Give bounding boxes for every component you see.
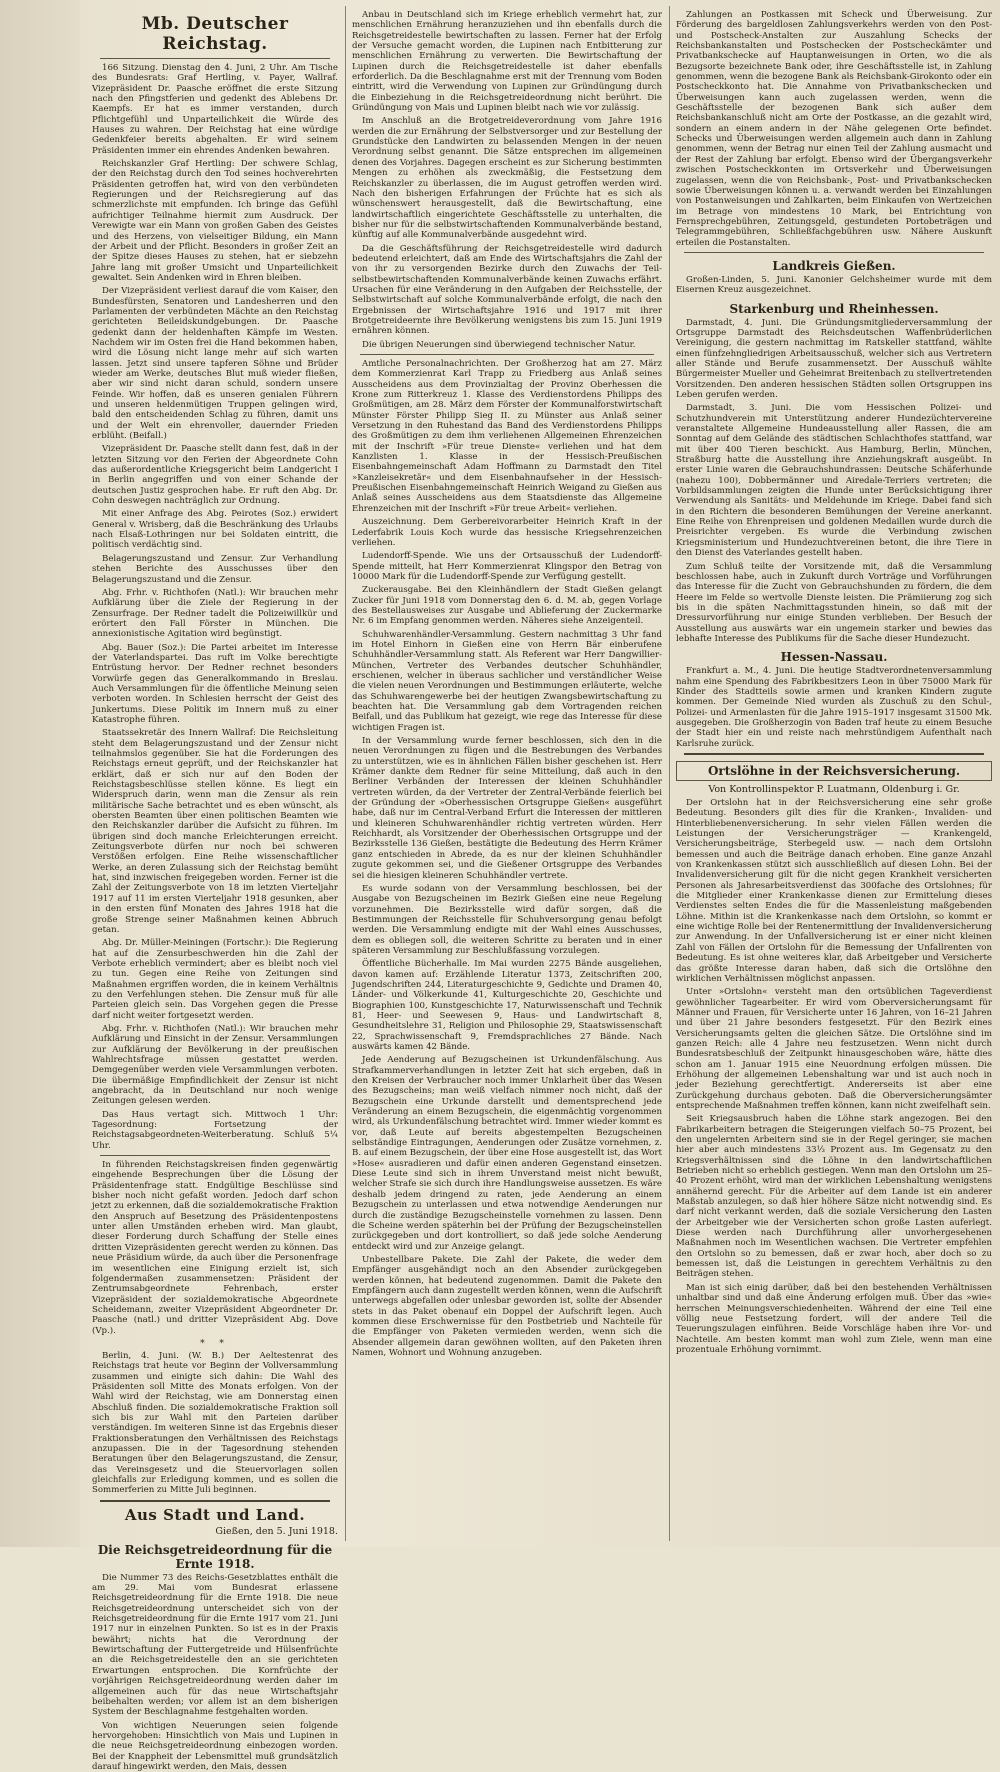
column-left [92, 10, 338, 1772]
article-paragraph: Im Anschluß an die Brotgetreideverordnung vom Jahre 1916 werden die zur Ernährung der Selbstversorger und zur Bestellung der Grundstücke den Landwirten zu belassenden Mengen in der neuen Verordnung selbst genannt. Die Sätze entsprechen im allgemeinen denen des Vorjahres. Dagegen erscheint es zur Sicherung bestimmten Mengen zu erhöhen als zweckmäßig, die Festsetzung dem Reichskanzler zu überlassen, die im August getroffen werden wird. Nach den bisherigen Erfahrungen der Früchte hat es sich als wünschenswert herausgestellt, daß die Bewirtschaftung, eine landwirtschaftlich eingerichtete Geschäftsstelle zu unterhalten, die bisher nur für die selbstwirtschaftenden Kommunalverbände bestand, künftig auf alle Kommunalverbände ausgedehnt wird. [352, 116, 662, 241]
article-paragraph: Die übrigen Neuerungen sind überwiegend technischer Natur. [362, 339, 636, 350]
article-paragraph: Die Nummer 73 des Reichs-Gesetzblattes enthält die am 29. Mai vom Bundesrat erlassene Reichsgetreideordnung für die Ernte 1918. Die neue Reichsgetreideordnung unterscheidet sich von der Reichsgetreideordnung für die Ernte 1917 vom 21. Juni 1917 nur in einzelnen Punkten. So ist es in der Praxis bewährt; nichts hat die Verordnung der Bewirtschaftung der Futtergetreide und Hülsenfrüchte an die Reichsgetreidestelle den an sie gerichteten Erwartungen entsprochen. Die Kornfrüchte der vorjährigen Reichsgetreideordnung werden daher im allgemeinen auch für das neue Wirtschaftsjahr beibehalten werden; vor allem ist an dem bisherigen System der Beschlagnahme festgehalten worden. [92, 1572, 338, 1718]
article-paragraph: Abg. Frhr. v. Richthofen (Natl.): Wir brauchen mehr Aufklärung über die Ziele der Regierung in der Zensurfrage. Der Redner tadelt die Polizeiwillkür und erörtert den Fall Förster in München. Die annexionistische Agitation wird begünstigt. [92, 587, 338, 640]
divider [100, 1155, 330, 1156]
article-paragraph: In der Versammlung wurde ferner beschlossen, sich den in die neuen Verordnungen zu fügen und die Bestrebungen des Verbandes zu unterstützen, wie es in ähnlichen Fällen bisher geschehen ist. Herr Krämer dankte dem Redner für seine Mitteilung, daß auch in den Berliner Verbänden der Interessen der kleinen Schuhhändler vertreten würden, da der Vertreter der Zentral-Verbände feierlich bei der Gründung der »Oberhessischen Ortsgruppe Gießen« ausgeführt habe, daß nur im Central-Verband Erfurt die Interessen der mittleren und kleineren Schuhwarenhändler richtig vertreten würden. Herr Reichhardt, als Vorsitzender der Oberhessischen Ortsgruppe und der Bezirksstelle 136 Gießen, bestätigte die Bedeutung des Herrn Krämer ganz entschieden in Abrede, da es nur der kleinen Schuhhändler zugute gekommen sei, und die Gießener Ortsgruppe des Verbandes sei die hiesigen kleineren Schuhhändler vertrete. [352, 736, 662, 881]
article-paragraph: Von wichtigen Neuerungen seien folgende hervorgehoben: Hinsichtlich von Mais und Lupinen in die neue Reichsgetreideordnung einbezogen worden. Bei der Knappheit der Lebensmittel muß grundsätzlich darauf hingewirkt werden, den Mais, dessen [92, 1720, 338, 1772]
page-gutter [0, 0, 80, 1547]
article-paragraph: Darmstadt, 3. Juni. Die vom Hessischen Polizei- und Schutzhundverein mit Unterstützung anderer Hundezüchtervereine veranstaltete Allgemeine Hundeausstellung aller Rassen, die am Sonntag auf dem Gelände des städtischen Schlachthofes stattfand, war mit über 400 Tieren beschickt. Aus Hamburg, Berlin, München, Straßburg hatte die Ausstellung ihre Anziehungskraft ausgeübt. In erster Linie waren die Gebrauchshundrassen: Deutsche Schäferhunde (nahezu 100), Dobbermänner und Airedale-Terriers vertreten; die Vorbildsammlungen zeigten die Hunde unter Berücksichtigung ihrer Verwendung als Sanitäts- und Meldehunde im Kriege. Dabei fand sich in den Richtern die besonderen Bemühungen der Vereine anerkannt. Eine Reihe von Ehrenpreisen und goldenen Medaillen wurde durch die Preisrichter vergeben. Es wurde die Verbindung zwischen Kriegsministerium und Hundezuchtvereinen betont, die ihre Tiere in den Dienst des Vaterlandes gestellt haben. [676, 403, 992, 559]
section-subhead: Die Reichsgetreideordnung für die Ernte 1918. [97, 1542, 333, 1571]
article-paragraph: Abg. Frhr. v. Richthofen (Natl.): Wir brauchen mehr Aufklärung und Einsicht in der Zensur. Versammlungen zur Aufklärung der Bevölkerung in der preußischen Wahlrechtsfrage müssen gestattet werden. Demgegenüber werden viele Versammlungen verboten. Die übermäßige Empfindlichkeit der Zensur ist nicht angebracht, da in Deutschland nur noch wenige Zeitungen gelesen werden. [92, 1023, 338, 1107]
article-paragraph: Berlin, 4. Juni. (W. B.) Der Aeltestenrat des Reichstags trat heute vor Beginn der Vollversammlung zusammen und einigte sich dahin: Die Wahl des Präsidenten soll Mitte des Monats erfolgen. Von der Wahl wird der Reichstag, wie am Donnerstag einen Abschluß finden. Die sozialdemokratische Fraktion soll sich bis zur Wahl mit den Parteien darüber verständigen. Im weiteren Sinne ist das Ergebnis dieser Fraktionsberatungen den Verhältnissen des Reichstags anzupassen. Die in der Tagesordnung stehenden Beratungen über den Belagerungszustand, die Zensur, das Vereinsgesetz und die Steuervorlagen sollen gleichfalls zur Erledigung kommen, und es sollen die Sommerferien zu Mitte Juli beginnen. [92, 1350, 338, 1496]
divider [360, 354, 654, 355]
section-divider [684, 753, 984, 755]
starkenburg-heading: Starkenburg und Rheinhessen. [729, 301, 939, 316]
article-paragraph: Schuhwarenhändler-Versammlung. Gestern nachmittag 3 Uhr fand im Hotel Einhorn in Gießen eine von Herrn Bär einberufene Schuhhändler-Versammlung statt. Als Referent war Herr Dangwillier-München, Vertreter des Verbandes deutscher Schuhhändler, erschienen, welcher in überaus sachlicher und verständlicher Weise die vielen neuen Verordnungen und Bestimmungen erläuterte, welche das Schuhwarengewerbe bei der heutigen Zwangsbewirtschaftung zu beachten hat. Die Versammlung gab dem Vortragenden reichen Beifall, und das Publikum hat gezeigt, wie rege das Interesse für diese wichtigen Fragen ist. [352, 629, 662, 733]
article-paragraph: Unter »Ortslohn« versteht man den ortsüblichen Tageverdienst gewöhnlicher Tagearbeiter. Er wird vom Oberversicherungsamt für Männer und Frauen, für Versicherte unter 16 Jahren, von 16–21 Jahren und über 21 Jahre besonders festgesetzt. Für den Bezirk eines Versicherungsamts gelten die gleichen Sätze. Die Ortslöhne sind im ganzen Reich: alle 4 Jahre neu festzusetzen. Wenn nicht durch Bundesratsbeschluß der Zeitpunkt hinausgeschoben wäre, hätte dies schon am 1. Januar 1915 eine Neuordnung erfolgen müssen. Die Erhöhung der allgemeinen Lebenshaltung war und ist auch noch in jeder Beziehung gerechtfertigt. Andererseits ist aber eine Zurückgehung durchaus geboten. Daß die Oberversicherungsämter entsprechende Maßnahmen treffen können, kann nicht zweifelhaft sein. [676, 987, 992, 1111]
section-dateline: Gießen, den 5. Juni 1918. [215, 1525, 338, 1537]
article-paragraph: Zuckerausgabe. Bei den Kleinhändlern der Stadt Gießen gelangt Zucker für Juni 1918 vom Donnerstag den 6. d. M. ab, gegen Vorlage des Bestellausweises zur Ausgabe und Ablieferung der Zuckermarke Nr. 6 im Empfang genommen werden. Näheres siehe Anzeigenteil. [352, 585, 662, 627]
landkreis-heading: Landkreis Gießen. [772, 258, 896, 273]
reichstag-heading: Mb. Deutscher Reichstag. [141, 14, 289, 54]
article-paragraph: Anbau in Deutschland sich im Kriege erheblich vermehrt hat, zur menschlichen Ernährung heranzuziehen und ihn ebenfalls durch die Reichsgetreidestelle bewirtschaften zu lassen. Ferner hat der Erfolg der Versuche gemacht worden, die Lupinen nach Entbitterung zur menschlichen Ernährung zu verwerten. Die Bewirtschaftung der Lupinen durch die Reichsgetreidestelle ist daher ebenfalls erforderlich. Da die Beschlagnahme erst mit der Trennung vom Boden eintritt, wird die Verwendung von Lupinen zur Gründüngung durch die Einbeziehung in die Reichsgetreideordnung nicht berührt. Die Gründüngung von Mais und Lupinen bleibt nach wie vor zulässig. [352, 10, 662, 114]
article-paragraph: Es wurde sodann von der Versammlung beschlossen, bei der Ausgabe von Bezugscheinen im Bezirk Gießen eine neue Regelung vorzunehmen. Die Bezirksstelle wird dafür sorgen, daß die Bestimmungen der Reichsstelle für Schuhversorgung genau befolgt werden. Die Versammlung endigte mit der Wahl eines Ausschusses, dem es obliegen soll, die weiteren Schritte zu beraten und in einer späteren Versammlung zur Beschlußfassung vorzulegen. [352, 883, 662, 956]
column-rule-2 [669, 6, 670, 1541]
article-paragraph: Öffentliche Bücherhalle. Im Mai wurden 2275 Bände ausgeliehen, davon kamen auf: Erzählende Literatur 1373, Zeitschriften 200, Jugendschriften 244, Literaturgeschichte 9, Gedichte und Dramen 40, Länder- und Völkerkunde 41, Kulturgeschichte 20, Geschichte und Biographien 100, Kunstgeschichte 17, Naturwissenschaft und Technik 81, Heer- und Seewesen 9, Haus- und Landwirtschaft 8, Gesundheitslehre 31, Religion und Philosophie 29, Staatswissenschaft 22, Sprachwissenschaft 9, Fremdsprachliches 27 Bände. Nach auswärts kamen 42 Bände. [352, 959, 662, 1052]
article-paragraph: Abg. Dr. Müller-Meiningen (Fortschr.): Die Regierung hat auf die Zensurbeschwerden hin die Zahl der Verbote erheblich vermindert; aber es bleibt noch viel zu tun. Gegen eine Reihe von Zeitungen sind Maßnahmen ergriffen worden, die in keinem Verhältnis zu den Verfehlungen stehen. Die Zensur muß für alle Parteien gleich sein. Das Vorgehen gegen die Presse darf nicht weiter fortgesetzt werden. [92, 938, 338, 1021]
divider [684, 252, 984, 253]
column-rule-1 [345, 6, 346, 1541]
article-paragraph: Zahlungen an Postkassen mit Scheck und Überweisung. Zur Förderung des bargeldlosen Zahlungsverkehrs werden von den Post- und Postscheck-Anstalten zur Auszahlung Schecks der Reichsbankanstalten und Postschecken der Postscheckämter und Privatbankschecke auf Hauptanweisungen in Orten, wo die als Bezugsorte bezeichnete Bank oder, ihre Geschäftsstelle ist, in Zahlung genommen, wenn die bezogene Bank als Reichsbank-Girokonto oder ein Postscheckkonto hat. Die Annahme von Privatbankschecken und Überweisungen kann auch zugelassen werden, wenn die Geschäftsstelle der bezogenen Bank sich außer dem Reichsbankanschluß nicht am Orte der Postkasse, an die gezahlt wird, sondern an einem andern in der Nähe gelegenen Orte befindet. Schecks und Überweisungen werden allgemein auch dann in Zahlung genommen, wenn der Betrag nur einen Teil der Zahlung ausmacht und der Rest der Zahlung bar erfolgt. Ebenso wird der Übergangsverkehr zwischen Postscheckkonten im Ortsverkehr und Überweisungen zugelassen, wenn die von Reichsbank-, Post- und Privatbankschecken sowie Überweisungen können u. a. verwandt werden bei Einzahlungen von Postanweisungen und Zahlkarten, beim Einkaufen von Wertzeichen im Betrage von mindestens 10 Mark, bei Entrichtung von Fernsprechgebühren, Zeitungsgeld, gestundeten Portobeträgen und Telegrammgebühren, Schließfachgebühren usw. Nähere Auskunft erteilen die Postanstalten. [676, 10, 992, 248]
article-paragraph: Vizepräsident Dr. Paasche stellt dann fest, daß in der letzten Sitzung vor den Ferien der Abgeordnete Cohn das außerordentliche Kriegsgericht beim Landgericht I in Berlin angegriffen und von einer Schande der deutschen Justiz gesprochen habe. Er ruft den Abg. Dr. Cohn deswegen nachträglich zur Ordnung. [92, 444, 338, 507]
article-paragraph: Ludendorff-Spende. Wie uns der Ortsausschuß der Ludendorff-Spende mitteilt, hat Herr Kommerzienrat Klingspor den Betrag von 10000 Mark für die Ludendorff-Spende zur Verfügung gestellt. [352, 551, 662, 582]
article-paragraph: Der Ortslohn hat in der Reichsversicherung eine sehr große Bedeutung. Besonders gilt dies für die Kranken-, Invaliden- und Hinterbliebenenversicherung. In sehr vielen Fällen werden die Leistungen der Versicherungsträger — Krankengeld, Versicherungsbeiträge, Sterbegeld usw. — nach dem Ortslohn bemessen und auch die Beiträge danach erhoben. Eine ganze Anzahl von Krankenkassen stützt sich ausschließlich auf diesen Lohn. Bei der Invalidenversicherung gilt für die nicht gegen Krankheit versicherten Personen als Jahresarbeitsverdienst das 300fache des Ortslohnes; für die Mitglieder einer Krankenkasse dienen zur Ermittelung dieses Verdienstes selten Endes die für die Massenleistung maßgebenden Löhne. Mithin ist die Krankenkasse nach dem Ortslohn, so kommt er eine wichtige Rolle bei der Rentenermittlung der Invalidenversicherung zur Anwendung. In der Unfallversicherung ist er einer nicht kleinen Zahl von Fällen der Ortslohn für die Bemessung der Unfallrenten von Bedeutung. Es ist ohne weiteres klar, daß Arbeitgeber und Versicherte das größte Interesse daran haben, daß sich die Ortslöhne den wirklichen Verhältnissen möglichst anpassen. [676, 798, 992, 984]
article-paragraph: Großen-Linden, 5. Juni. Kanonier Gelchsheimer wurde mit dem Eisernen Kreuz ausgezeichnet. [676, 274, 992, 296]
column-right [676, 10, 992, 1537]
section-divider [100, 1500, 330, 1502]
separator-stars: * * [200, 1338, 230, 1349]
divider [100, 58, 330, 59]
article-paragraph: Das Haus vertagt sich. Mittwoch 1 Uhr: Tagesordnung: Fortsetzung der Reichstagsabgeordneten-Weiterberatung. Schluß 5¼ Uhr. [92, 1109, 338, 1151]
ortsloehne-heading: Ortslöhne in der Reichsversicherung. [676, 761, 992, 781]
article-paragraph: In führenden Reichstagskreisen finden gegenwärtig eingehende Besprechungen über die Lösung der Präsidentenfrage statt. Endgültige Beschlüsse sind bisher noch nicht gefaßt worden. Jedoch darf schon jetzt zu erkennen, daß die sozialdemokratische Fraktion den Anspruch auf Besetzung des Präsidentenpostens unter allen Umständen erheben wird. Man glaubt, dieser Forderung durch Schaffung der Stelle eines dritten Vizepräsidenten gerecht werden zu können. Das neue Präsidium würde, da auch über die Personenfrage im wesentlichen eine Einigung erzielt ist, sich folgendermaßen zusammensetzen: Präsident der Zentrumsabgeordnete Fehrenbach, erster Vizepräsident der sozialdemokratische Abgeordnete Scheidemann, zweiter Vizepräsident Abgeordneter Dr. Paasche (natl.) und dritter Vizepräsident Abg. Dove (Vp.). [92, 1160, 338, 1336]
article-paragraph: Reichskanzler Graf Hertling: Der schwere Schlag, der den Reichstag durch den Tod seines hochverehrten Präsidenten getroffen hat, wird von den verbündeten Regierungen und der Reichsregierung auf das schmerzlichste mit empfunden. Ich bringe das Gefühl aufrichtiger Teilnahme hiermit zum Ausdruck. Der Verewigte war ein Mann von großen Gaben des Geistes und des Herzens, von vielseitiger Bildung, ein Mann der Arbeit und der Pflicht. Besonders in großer Zeit an der Spitze dieses Hauses zu stehen, hat er siebzehn Jahre lang mit großer Umsicht und Unparteilichkeit gewaltet. Sein Andenken wird in Ehren bleiben. [92, 159, 338, 283]
article-paragraph: Belagerungszustand und Zensur. Zur Verhandlung stehen Berichte des Ausschusses über den Belagerungszustand und die Zensur. [92, 553, 338, 585]
article-paragraph: Man ist sich einig darüber, daß bei den bestehenden Verhältnissen unhaltbar sind und daß eine Änderung erfolgen muß. Über das »wie« herrschen Meinungsverschiedenheiten. Während der eine Teil eine völlig neue Festsetzung fordert, will der andere Teil die Teuerungszulagen einführen. Beide Vorschläge haben ihre Vor- und Nachteile. Am besten kommt man wohl zum Ziele, wenn man eine prozentuale Erhöhung vornimmt. [676, 1282, 992, 1355]
article-paragraph: Unbestellbare Pakete. Die Zahl der Pakete, die weder dem Empfänger ausgehändigt noch an den Absender zurückgegeben werden können, hat bedeutend zugenommen. Damit die Pakete den Empfängern auch dann zugestellt werden können, wenn die Aufschrift unterwegs abgefallen oder unlesbar geworden ist, sollte der Absender stets in das Paket obenauf ein Doppel der Aufschrift legen. Auch kommen diese Erschwernisse für den Postbetrieb und Nachteile für die Empfänger von Paketen vermieden werden, wenn sich die Absender allgemein daran gewöhnen wollten, auf den Paketen ihren Namen, Wohnort und Wohnung anzugeben. [352, 1254, 662, 1358]
article-paragraph: Darmstadt, 4. Juni. Die Gründungsmitgliederversammlung der Ortsgruppe Darmstadt des Reichsdeutschen Waffenbrüderlichen Vereinigung, die gestern nachmittag im Ratskeller stattfand, wählte einen fünfzehngliedrigen Arbeitsausschuß, welcher sich aus Vertretern aller Stände und Berufe zusammensetzt. Der Ausschuß wählte Bürgermeister Mueller und Geheimrat Breitenbach zu stellvertretenden Vorsitzenden. Den anderen hessischen Städten sollen Ortsgruppen ins Leben gerufen werden. [676, 317, 992, 400]
article-paragraph: 166 Sitzung. Dienstag den 4. Juni, 2 Uhr. Am Tische des Bundesrats: Graf Hertling, v. Payer, Wallraf. Vizepräsident Dr. Paasche eröffnet die erste Sitzung nach den Pfingstferien und gedenkt des Ablebens Dr. Kaempfs. Er hat es immer verstanden, durch Pflichtgefühl und Unparteilichkeit die Würde des Hauses zu wahren. Der Reichstag hat eine würdige Gedenkfeier bereits abgehalten. Er wird seinem Präsidenten immer ein ehrendes Andenken bewahren. [92, 63, 338, 156]
article-paragraph: Seit Kriegsausbruch haben die Löhne stark angezogen. Bei den Fabrikarbeitern betragen die Steigerungen vielfach 50–75 Prozent, bei den ungelernten Arbeitern sind sie in der Regel geringer, sie machen hier aber auch mindestens 33⅓ Prozent aus. Im Gegensatz zu den Kriegsverhältnissen sind die Löhne in den landwirtschaftlichen Betrieben nicht so erheblich gestiegen. Wenn man den Ortslohn um 25–40 Prozent erhöht, wird man der wirklichen Lebenshaltung wenigstens annähernd gerecht. Für die Arbeiter auf dem Lande ist ein anderer Maßstab anzulegen, so daß hier höhere Sätze nicht notwendig sind. Es darf nicht verkannt werden, daß die soziale Versicherung den Lasten der Arbeitgeber wie der Versicherten schon große Lasten auferlegt. Diese werden nach Durchführung aller unvorhergesehenen Maßnahmen noch im Wesentlichen wachsen. Die Vertreter empfehlen den Ortslohn so zu bemessen, daß er zwar hoch, aber doch so zu bemessen ist, daß die Leistungen in gerechtem Verhältnis zu den Beiträgen stehen. [676, 1114, 992, 1280]
article-paragraph: Abg. Bauer (Soz.): Die Partei arbeitet im Interesse der Vaterlandspartei. Das ruft im Volke berechtigte Entrüstung hervor. Der Redner rechnet besonders Vorwürfe gegen das Generalkommando in Breslau. Auch Versammlungen für die öffentliche Meinung seien verboten worden. In Schlesien herrscht der Geist des Junkertums. Diese Politik im Innern muß zu einer Katastrophe führen. [92, 642, 338, 725]
article-paragraph: Frankfurt a. M., 4. Juni. Die heutige Stadtverordnetenversammlung nahm eine Spendung des Fabrikbesitzers Leon in über 75000 Mark für Kinder des Stadtteils sowie armen und kranken Kindern zugute kommen. Der Gemeinde Nied wurden als Zuschuß zu den Schul-, Polizei- und Armenlasten für die Jahre 1915–1917 insgesamt 31500 Mk. ausgegeben. Die Großherzogin von Baden traf heute zu einem Besuche der Stadt hier ein und reiste nach mehrstündigem Aufenthalt nach Karlsruhe zurück. [676, 666, 992, 749]
article-paragraph: Mit einer Anfrage des Abg. Peirotes (Soz.) erwidert General v. Wrisberg, daß die Beschränkung des Urlaubs nach Elsaß-Lothringen nur bei Soldaten eintritt, die politisch verdächtig sind. [92, 509, 338, 551]
article-byline: Von Kontrollinspektor P. Luatmann, Oldenburg i. Gr. [708, 784, 960, 795]
stadt-land-heading: Aus Stadt und Land. [124, 1505, 306, 1524]
article-paragraph: Zum Schluß teilte der Vorsitzende mit, daß die Versammlung beschlossen habe, auch in Zukunft durch Vorträge und Vorführungen das Interesse für die Zucht von Gebrauchshunden zu fördern, die dem Heere im Felde so wertvolle Dienste leisten. Die Prämiierung zog sich bis in die späten Nachmittagsstunden hinein, so daß mit der Dressurvorführung nur einige Stunden verblieben. Der Besuch der Ausstellung aus auswärts war ein ungemein starker und bewies das lebhafte Interesse des Publikums für die Sache dieser Hundezucht. [676, 561, 992, 644]
article-paragraph: Amtliche Personalnachrichten. Der Großherzog hat am 27. März dem Kommerzienrat Karl Trapp zu Friedberg aus Anlaß seines Ausscheidens aus dem Provinzialtag der Provinz Oberhessen die Krone zum Ritterkreuz 1. Klasse des Verdienstordens Philipps des Großmütigen, am 28. März dem Förster der Kommunalforstwirtschaft Münster Förster Philipp Sieg II. zu Münster aus Anlaß seiner Versetzung in den Ruhestand das Band des Verdienstordens Philipps des Großmütigen zu dem ihm verliehenen Allgemeinen Ehrenzeichen mit der Inschrift »Für treue Dienste« verliehen und hat dem Kanzlisten 1. Klasse in der Hessisch-Preußischen Eisenbahngemeinschaft Adam Hoffmann zu Darmstadt den Titel »Kanzleisekretär« und dem Eisenbahnaufseher in der Hessisch-Preußischen Eisenbahngemeinschaft Heinrich Weigand zu Gießen aus Anlaß seines Ausscheidens aus dem Staatsdienste das Allgemeine Ehrenzeichen mit der Inschrift »Für treue Arbeit« verliehen. [352, 359, 662, 514]
hessen-nassau-heading: Hessen-Nassau. [780, 650, 888, 665]
article-paragraph: Der Vizepräsident verliest darauf die vom Kaiser, den Bundesfürsten, Senatoren und Landesherren und den Parlamenten der verbündeten Mächte an den Reichstag gerichteten Beileidskundgebungen. Dr. Paasche gedenkt dann der heldenhaften Kämpfe im Westen. Nachdem wir im Osten frei die Hand bekommen haben, wird die Lösung nicht lange mehr auf sich warten lassen. Jetzt sind unsere tapferen Söhne und Brüder wieder am Werke, deutsches Blut muß wieder fließen, aber wir sind nicht daran schuld, sondern unsere Feinde. Wir hoffen, daß es unseren genialen Führern und unseren heldenmütigen Truppen gelingen wird, bald den entscheidenden Schlag zu führen, damit uns und der Welt ein ehrenvoller, dauernder Frieden erblüht. (Beifall.) [92, 286, 338, 442]
article-paragraph: Da die Geschäftsführung der Reichsgetreidestelle wird dadurch bedeutend erleichtert, daß am Ende des Wirtschaftsjahrs die Zahl der von ihr zu versorgenden Bezirke durch den Zuwachs der Teil-selbstbewirtschaftenden Kommunalverbände keinen Zuwachs erfährt. Ursachen für eine Veränderung in den Aufgaben der Reichsstelle, der Selbstwirtschaft auf solche Kommunalverbände erfolgt, die nach den Ergebnissen der Wirtschaftsjahre 1916 und 1917 mit ihrer Brotgetreideernte ihre Bevölkerung wenigstens bis zum 15. Juni 1919 ernähren können. [352, 243, 662, 337]
article-paragraph: Auszeichnung. Dem Gerbereivorarbeiter Heinrich Kraft in der Lederfabrik Louis Koch wurde das hessische Kriegsehrenzeichen verliehen. [352, 517, 662, 548]
article-paragraph: Staatssekretär des Innern Wallraf: Die Reichsleitung steht dem Belagerungszustand und der Zensur nicht teilnahmslos gegenüber. Sie hat die Forderungen des Reichstags erneut geprüft, und der Reichskanzler hat erklärt, daß er sich nur auf den Boden der Reichstagsbeschlüsse stellen könne. Es liegt ein Widerspruch darin, wenn man die Zensur als rein militärische Sache betrachtet und es eben wünscht, als obersten Beamten über einen politischen Beamten wie den Reichskanzler darüber die Aufsicht zu führen. Im übrigen sind doch manche Erleichterungen erreicht. Zeitungsverbote dürfen nur noch bei schweren Verstößen erfolgen. Eine Reihe wissenschaftlicher Werke, an deren Zulassung sich der Reichstag bemüht hat, sind inzwischen freigegeben worden. Ferner ist die Zahl der Zeitungsverbote von 18 im letzten Vierteljahr 1917 auf 11 im ersten Vierteljahr 1918 gesunken, aber in den ersten fünf Monaten des Jahres 1918 hat die große Strenge seiner Maßnahmen keinen Abbruch getan. [92, 728, 338, 935]
column-middle [352, 10, 662, 1537]
article-paragraph: Jede Aenderung auf Bezugscheinen ist Urkundenfälschung. Aus Strafkammerverhandlungen in letzter Zeit hat sich ergeben, daß in den Kreisen der Verbraucher noch immer Unklarheit über das Wesen des Bezugscheins; man weiß vielfach nimmer noch nicht, daß der Bezugschein eine Urkunde darstellt und dementsprechend jede Veränderung an einem Bezugschein, die eigenmächtig vorgenommen wird, als Urkundenfälschung betrachtet wird. Immer wieder kommt es vor, daß Leute auf bereits abgestempelten Bezugscheinen selbständige Eintragungen, Aenderungen oder Zusätze vornehmen, z. B. auf einem Bezugschein, der über eine Hose ausgestellt ist, das Wort »Hose« ausradieren und dafür einen anderen Gegenstand einsetzen. Diese Leute sind sich in ihrem Unverstand meist nicht bewußt, welcher Strafe sie sich durch ihre Handlungsweise aussetzen. Es wäre deshalb jedem dringend zu raten, jede Aenderung an einem Bezugschein zu unterlassen und etwa notwendige Aenderungen nur durch die zuständige Bezugscheinstelle vornehmen zu lassen. Denn die Scheine werden späterhin bei der Prüfung der Bezugscheinstellen zurückgegeben und dort kontrolliert, so daß jede solche Aenderung entdeckt wird und zur Anzeige gelangt. [352, 1055, 662, 1252]
